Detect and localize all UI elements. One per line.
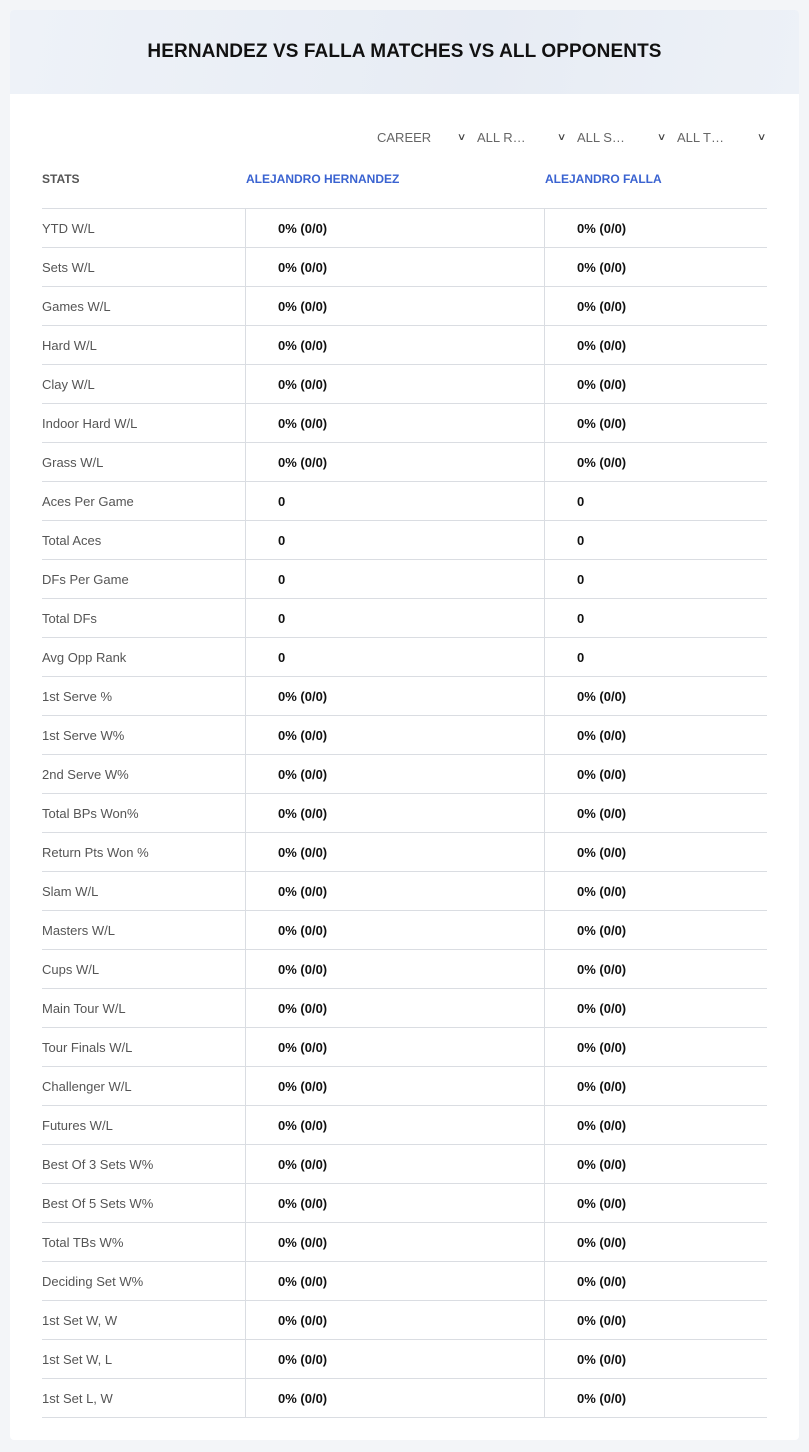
table-row [42, 1301, 767, 1340]
filter-surface-select[interactable] [575, 127, 665, 147]
stat-label: Grass W/L [42, 455, 104, 470]
filter-surface-value: ALL S… [577, 129, 625, 145]
player1-stat-value: 0% (0/0) [278, 1313, 328, 1328]
player1-stat-value: 0% (0/0) [278, 455, 328, 470]
player2-stat-value: 0% (0/0) [577, 767, 627, 782]
player1-stat-value: 0% (0/0) [278, 377, 328, 392]
stat-label: Total Aces [42, 533, 102, 548]
player1-stat-value: 0% (0/0) [278, 1079, 328, 1094]
player1-stat-value: 0% (0/0) [278, 962, 328, 977]
stats-table [42, 208, 767, 1418]
table-row [42, 989, 767, 1028]
player1-stat-value: 0% (0/0) [278, 1235, 328, 1250]
player2-stat-value: 0 [577, 650, 585, 665]
player2-stat-value: 0% (0/0) [577, 1391, 627, 1406]
player1-stat-value: 0% (0/0) [278, 923, 328, 938]
player2-stat-value: 0% (0/0) [577, 1313, 627, 1328]
player1-stat-value: 0% (0/0) [278, 728, 328, 743]
table-row [42, 404, 767, 443]
player2-stat-value: 0% (0/0) [577, 1001, 627, 1016]
player2-stat-value: 0% (0/0) [577, 728, 627, 743]
table-row [42, 1145, 767, 1184]
stat-label: Best Of 3 Sets W% [42, 1157, 154, 1172]
filter-period-select[interactable] [375, 127, 465, 147]
player2-stat-value: 0% (0/0) [577, 221, 627, 236]
player2-stat-value: 0% (0/0) [577, 1040, 627, 1055]
stat-label: Indoor Hard W/L [42, 416, 138, 431]
player1-stat-value: 0% (0/0) [278, 1274, 328, 1289]
filter-tournament-value: ALL T… [677, 129, 724, 145]
chevron-down-icon: ∨ [556, 131, 567, 143]
player1-stat-value: 0% (0/0) [278, 260, 328, 275]
stat-label: Aces Per Game [42, 494, 134, 509]
table-row [42, 638, 767, 677]
player1-stat-value: 0% (0/0) [278, 845, 328, 860]
stat-label: Hard W/L [42, 338, 97, 353]
player1-stat-value: 0% (0/0) [278, 689, 328, 704]
table-row [42, 872, 767, 911]
table-row [42, 1184, 767, 1223]
player1-stat-value: 0 [278, 533, 286, 548]
player2-stat-value: 0% (0/0) [577, 416, 627, 431]
table-row [42, 1106, 767, 1145]
stat-label: Avg Opp Rank [42, 650, 127, 665]
table-row [42, 1223, 767, 1262]
player2-stat-value: 0% (0/0) [577, 1157, 627, 1172]
stat-label: Best Of 5 Sets W% [42, 1196, 154, 1211]
stats-card [10, 10, 799, 1440]
player1-stat-value: 0 [278, 494, 286, 509]
stat-label: 1st Serve % [42, 689, 113, 704]
stat-label: Slam W/L [42, 884, 99, 899]
table-row [42, 560, 767, 599]
player1-stat-value: 0% (0/0) [278, 221, 328, 236]
player2-stat-value: 0% (0/0) [577, 884, 627, 899]
stat-label: YTD W/L [42, 221, 95, 236]
chevron-down-icon: ∨ [656, 131, 667, 143]
page-header [10, 10, 799, 94]
player2-stat-value: 0% (0/0) [577, 1079, 627, 1094]
table-row [42, 1340, 767, 1379]
chevron-down-icon: ∨ [456, 131, 467, 143]
table-row [42, 482, 767, 521]
table-row [42, 833, 767, 872]
player1-stat-value: 0% (0/0) [278, 1196, 328, 1211]
player1-stat-value: 0% (0/0) [278, 299, 328, 314]
stat-label: Futures W/L [42, 1118, 113, 1133]
player2-stat-value: 0 [577, 533, 585, 548]
table-row [42, 677, 767, 716]
player2-link[interactable]: ALEJANDRO FALLA [545, 172, 662, 186]
table-row [42, 1067, 767, 1106]
table-row [42, 716, 767, 755]
table-row [42, 950, 767, 989]
stat-label: 1st Set W, L [42, 1352, 113, 1367]
player2-stat-value: 0% (0/0) [577, 1196, 627, 1211]
table-row [42, 209, 767, 248]
table-row [42, 287, 767, 326]
table-row [42, 326, 767, 365]
player1-stat-value: 0% (0/0) [278, 338, 328, 353]
player1-stat-value: 0 [278, 650, 286, 665]
stat-label: Tour Finals W/L [42, 1040, 133, 1055]
player2-stat-value: 0% (0/0) [577, 689, 627, 704]
player2-stat-value: 0% (0/0) [577, 1118, 627, 1133]
page-title: HERNANDEZ VS FALLA MATCHES VS ALL OPPONENTS [147, 41, 662, 62]
player2-stat-value: 0% (0/0) [577, 455, 627, 470]
player1-stat-value: 0% (0/0) [278, 1391, 328, 1406]
stat-label: Games W/L [42, 299, 111, 314]
player1-link[interactable]: ALEJANDRO HERNANDEZ [246, 172, 400, 186]
stat-label: Masters W/L [42, 923, 115, 938]
player1-stat-value: 0% (0/0) [278, 1157, 328, 1172]
table-row [42, 794, 767, 833]
filter-round-select[interactable] [475, 127, 565, 147]
player1-stat-value: 0 [278, 611, 286, 626]
player2-stat-value: 0% (0/0) [577, 1352, 627, 1367]
player2-stat-value: 0% (0/0) [577, 260, 627, 275]
table-row [42, 599, 767, 638]
stat-label: Deciding Set W% [42, 1274, 144, 1289]
filter-period-value: CAREER [377, 129, 432, 145]
stat-label: DFs Per Game [42, 572, 129, 587]
stats-column-header: STATS [42, 172, 80, 186]
player2-stat-value: 0% (0/0) [577, 299, 627, 314]
stat-label: Clay W/L [42, 377, 95, 392]
player2-stat-value: 0% (0/0) [577, 338, 627, 353]
player1-stat-value: 0% (0/0) [278, 1352, 328, 1367]
player1-stat-value: 0% (0/0) [278, 1118, 328, 1133]
filter-bar [375, 127, 765, 147]
table-header [42, 172, 767, 208]
player1-stat-value: 0 [278, 572, 286, 587]
table-row [42, 365, 767, 404]
stat-label: 1st Serve W% [42, 728, 125, 743]
player1-stat-value: 0% (0/0) [278, 767, 328, 782]
stat-label: 1st Set L, W [42, 1391, 113, 1406]
player2-stat-value: 0 [577, 611, 585, 626]
stat-label: 1st Set W, W [42, 1313, 118, 1328]
player2-stat-value: 0% (0/0) [577, 1235, 627, 1250]
player2-stat-value: 0% (0/0) [577, 806, 627, 821]
player2-stat-value: 0% (0/0) [577, 845, 627, 860]
player1-stat-value: 0% (0/0) [278, 884, 328, 899]
player2-stat-value: 0% (0/0) [577, 377, 627, 392]
player2-stat-value: 0% (0/0) [577, 962, 627, 977]
player2-stat-value: 0 [577, 572, 585, 587]
player2-stat-value: 0% (0/0) [577, 1274, 627, 1289]
player1-stat-value: 0% (0/0) [278, 1040, 328, 1055]
stat-label: Return Pts Won % [42, 845, 149, 860]
stat-label: Total DFs [42, 611, 97, 626]
table-row [42, 1028, 767, 1067]
table-row [42, 1262, 767, 1301]
table-row [42, 911, 767, 950]
table-row [42, 1379, 767, 1418]
stat-label: Total TBs W% [42, 1235, 124, 1250]
player1-stat-value: 0% (0/0) [278, 416, 328, 431]
stat-label: Cups W/L [42, 962, 100, 977]
stat-label: Total BPs Won% [42, 806, 139, 821]
table-row [42, 755, 767, 794]
stat-label: 2nd Serve W% [42, 767, 129, 782]
table-row [42, 443, 767, 482]
filter-tournament-select[interactable] [675, 127, 765, 147]
stat-label: Sets W/L [42, 260, 95, 275]
chevron-down-icon: ∨ [756, 131, 767, 143]
stat-label: Main Tour W/L [42, 1001, 126, 1016]
player1-stat-value: 0% (0/0) [278, 1001, 328, 1016]
table-row [42, 521, 767, 560]
player2-stat-value: 0 [577, 494, 585, 509]
filter-round-value: ALL R… [477, 129, 526, 145]
player2-stat-value: 0% (0/0) [577, 923, 627, 938]
player1-stat-value: 0% (0/0) [278, 806, 328, 821]
table-row [42, 248, 767, 287]
stat-label: Challenger W/L [42, 1079, 132, 1094]
